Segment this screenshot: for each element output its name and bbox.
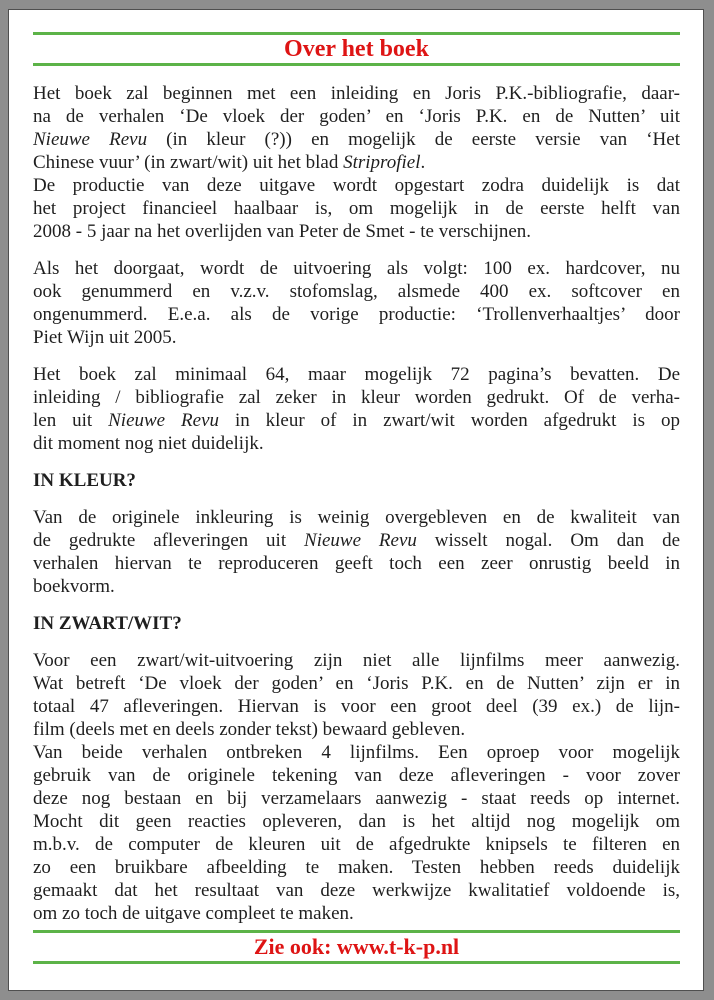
paragraph [33,363,680,455]
text-line: verhalen hiervan te reproduceren geeft toch een zeer onrustig beeld in [33,553,680,574]
paragraph-gap [33,492,680,506]
text-line: m.b.v. de computer de kleuren uit de afgedrukte knipsels te filteren en [33,834,680,855]
paragraph [33,174,680,243]
body-text [33,82,680,925]
text-line: Wat betreft ‘De vloek der goden’ en ‘Joris P.K. en de Nutten’ zijn er in [33,673,680,694]
text-line: Als het doorgaat, wordt de uitvoering als volgt: 100 ex. hardcover, nu [33,258,680,279]
paragraph [33,741,680,925]
text-line: na de verhalen ‘De vloek der goden’ en ‘Joris P.K. en de Nutten’ uit [33,106,680,127]
text-line: dit moment nog niet duidelijk. [33,433,264,454]
text-line: Het boek zal beginnen met een inleiding en Joris P.K.-bibliografie, daar- [33,83,680,104]
section-heading: IN ZWART/WIT? [33,613,182,634]
section-heading: IN KLEUR? [33,470,136,491]
text-line: De productie van deze uitgave wordt opgestart zodra duidelijk is dat [33,175,680,196]
text-line: het project financieel haalbaar is, om mogelijk in de eerste helft van [33,198,680,219]
paragraph [33,506,680,598]
text-line: len uit Nieuwe Revu in kleur of in zwart/wit worden afgedrukt is op [33,410,680,431]
title-rule-bottom [33,63,680,66]
paragraph-gap [33,455,680,469]
text-line: Nieuwe Revu (in kleur (?)) en mogelijk de eerste versie van ‘Het [33,129,680,150]
text-line: ongenummerd. E.e.a. als de vorige productie: ‘Trollenverhaaltjes’ door [33,304,680,325]
text-line: Piet Wijn uit 2005. [33,327,177,348]
text-line: film (deels met en deels zonder tekst) bewaard gebleven. [33,719,466,740]
paragraph [33,649,680,741]
paragraph-gap [33,243,680,257]
text-line: inleiding / bibliografie zal zeker in kleur worden gedrukt. Of de verha- [33,387,680,408]
text-line: boekvorm. [33,576,115,597]
text-line: de gedrukte afleveringen uit Nieuwe Revu wisselt nogal. Om dan de [33,530,680,551]
page-title: Over het boek [284,36,429,62]
text-line: totaal 47 afleveringen. Hiervan is voor een groot deel (39 ex.) de lijn- [33,696,680,717]
paragraph [33,257,680,349]
text-line: Mocht dit geen reacties opleveren, dan is het altijd nog mogelijk om [33,811,680,832]
text-line: Van de originele inkleuring is weinig overgebleven en de kwaliteit van [33,507,680,528]
footer-link: Zie ook: www.t-k-p.nl [253,934,460,959]
text-line: Chinese vuur’ (in zwart/wit) uit het blad Striprofiel. [33,152,426,173]
paragraph-gap [33,598,680,612]
text-line: ook genummerd en v.z.v. stofomslag, alsmede 400 ex. softcover en [33,281,680,302]
page-content [33,10,680,964]
text-line: Van beide verhalen ontbreken 4 lijnfilms. Een oproep voor mogelijk [33,742,680,763]
text-line: zo een bruikbare afbeelding te maken. Testen hebben reeds duidelijk [33,857,680,878]
text-line: om zo toch de uitgave compleet te maken. [33,903,354,924]
text-line: 2008 - 5 jaar na het overlijden van Peter de Smet - te verschijnen. [33,221,532,242]
document-page [8,9,704,991]
text-line: Het boek zal minimaal 64, maar mogelijk 72 pagina’s bevatten. De [33,364,680,385]
paragraph-gap [33,349,680,363]
text-line: gebruik van de originele tekening van deze afleveringen - voor zover [33,765,680,786]
text-line: deze nog bestaan en bij verzamelaars aanwezig - staat reeds op internet. [33,788,680,809]
footer-rule-bottom [33,961,680,964]
text-line: Voor een zwart/wit-uitvoering zijn niet alle lijnfilms meer aanwezig. [33,650,680,671]
text-line: gemaakt dat het resultaat van deze werkwijze kwalitatief voldoende is, [33,880,680,901]
paragraph-gap [33,635,680,649]
paragraph [33,82,680,174]
